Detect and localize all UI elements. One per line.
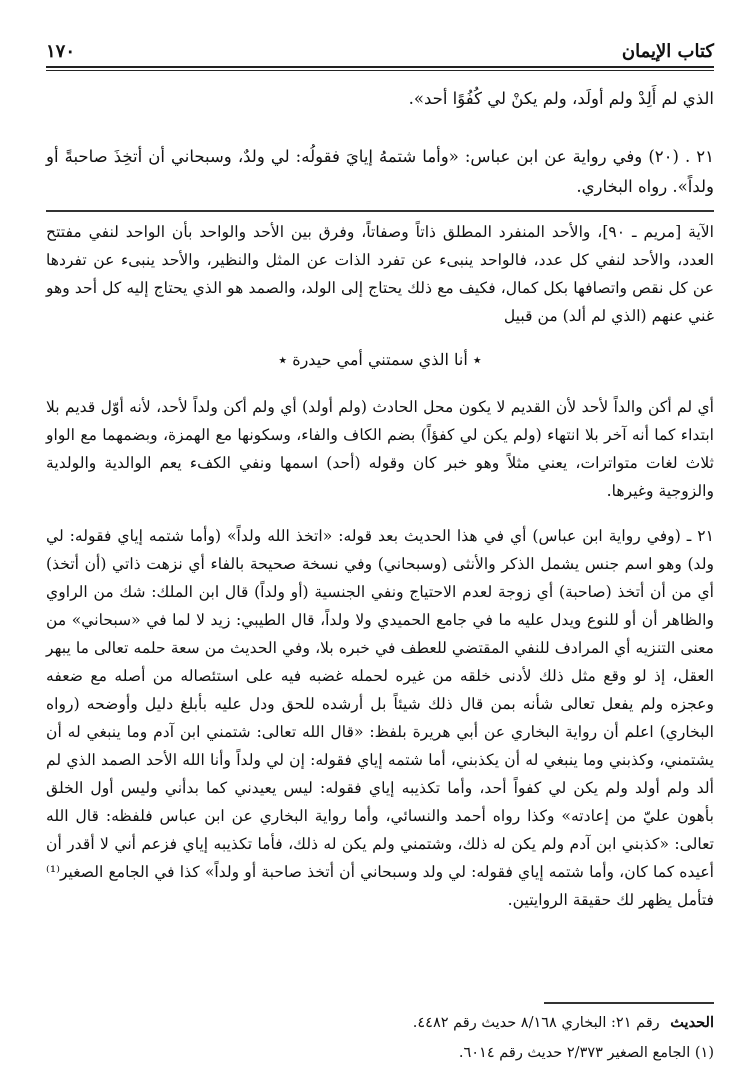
footnote-text: (١) الجامع الصغير ٢/٣٧٣ حديث رقم ٦٠١٤.	[458, 1045, 714, 1061]
commentary-paragraph-1	[46, 218, 714, 330]
commentary-divider	[46, 210, 714, 212]
commentary-paragraph-3	[46, 522, 714, 914]
poetry-verse: ٭ أنا الذي سمتني أمي حيدرة ٭	[278, 350, 482, 369]
header-rule	[46, 66, 714, 68]
running-title: كتاب الإيمان	[621, 41, 714, 62]
commentary-text: أي لم أكن والداً لأحد لأن القديم لا يكون محل الحادث (ولم أولد) أي ولم أكن ولداً لأحد، لأنه أوّل قديم بلا ابتداء كما أنه آخر بلا انتهاء (ولم يكن لي كفؤاً) بضم الكاف والفاء، وسكونها مع الهمزة، وبضمهما مع الواو ثلاث لغات متواترات، يعني مثلاً وهو خبر كان وقوله (أحد) اسمها ونفي الكفء يعم الوالدية والولدية والزوجية وغيرها.	[46, 398, 714, 500]
page-header	[46, 36, 714, 62]
commentary-text: ٢١ ـ (وفي رواية ابن عباس) أي في هذا الحديث بعد قوله: «اتخذ الله ولداً» (وأما شتمه إياي فقوله: لي ولد) وهو اسم جنس يشمل الذكر والأنثى (وسبحاني) وفي نسخة صحيحة بالفاء أي نزهت ذاتي (أن أتخذ) أي من أن أتخذ (صاحبة) أي زوجة لعدم الاحتياج ونفي الجنسية (أو ولداً) قال ابن الملك: شك من الراوي والظاهر أن أو للنوع ويدل عليه ما في جامع الحميدي ولا ولداً، قال الطيبي: زيد لا لما في «سبحاني» من معنى التنزيه أي المرادف للنفي المقتضي للعطف في خبره بلا، وفي الحديث من سعة حلمه تعالى ما يبهر العقل، إذ لو وقع مثل ذلك لأدنى خلقه من غيره لحمله غضبه فيه على استئصاله من أصله مع ضعفه وعجزه ولم يفعل تعالى شأنه بمن قال ذلك شيئاً بل أرشده للحق ودل عليه بأبلغ دليل وأوضحه (رواه البخاري) اعلم أن رواية البخاري عن أبي هريرة بلفظ: «قال الله تعالى: شتمني ابن آدم وما ينبغي له أن يشتمني، وكذبني وما ينبغي له أن يكذبني، أما شتمه إياي فقوله: إن لي ولداً وأنا الله الأحد الصمد الذي لم ألد ولم أولد ولم يكن لي كفواً أحد، وأما تكذيبه إياي فقوله: ليس يعيدني كما بدأني وليس أول الخلق بأهون عليّ من إعادته» وكذا رواه أحمد والنسائي، وأما رواية البخاري عن ابن عباس فلفظه: قال الله تعالى: «كذبني ابن آدم ولم يكن له ذلك، وشتمني ولم يكن له ذلك، فأما تكذيبه إياي فزعم أني لا أقدر أن أعيده كما كان، وأما شتمه إياي فقوله: لي ولد وسبحاني أن أتخذ صاحبة أو ولداً» كذا في الجامع الصغير⁽¹⁾ فتأمل يظهر لك حقيقة الروايتين.	[46, 527, 714, 909]
footnote-1	[46, 1042, 714, 1064]
commentary-text: الآية [مريم ـ ٩٠]، والأحد المنفرد المطلق ذاتاً وصفاتاً، وفرق بين الأحد والواحد بأن الواحد لنفي مفتتح العدد، والأحد لنفي كل عدد، فالواحد ينبىء عن تفرد الذات عن المثل والنظير، والأحد ينبىء عن تفردها عن كل نقص واتصافها بكل كمال، فكيف مع ذلك يحتاج إلى الولد، والصمد هو الذي يحتاج إليه كل أحد وهو غني عنهم (الذي لم ألد) من قبيل	[46, 223, 715, 325]
footnote-label: الحديث	[670, 1014, 714, 1031]
header-rule-thin	[46, 70, 714, 71]
hadith-21	[46, 142, 714, 202]
footnote-text: رقم ٢١: البخاري ٨/١٦٨ حديث رقم ٤٤٨٢.	[412, 1015, 660, 1031]
commentary-paragraph-2	[46, 393, 714, 505]
hadith-line: الذي لم أَلِدْ ولم أولَد، ولم يكنْ لي كُفُوًا أحد».	[408, 89, 714, 108]
hadith-text: ٢١ . (٢٠) وفي رواية عن ابن عباس: «وأما شتمهُ إيايَ فقولُه: لي ولدٌ، وسبحاني أن أتخِذَ صاحبةً أو ولداً». رواه البخاري.	[46, 147, 715, 196]
footnote-divider	[544, 1002, 714, 1004]
footnote-source	[46, 1012, 714, 1034]
hadith-text-end	[46, 84, 714, 114]
page-number: ١٧٠	[46, 41, 76, 62]
